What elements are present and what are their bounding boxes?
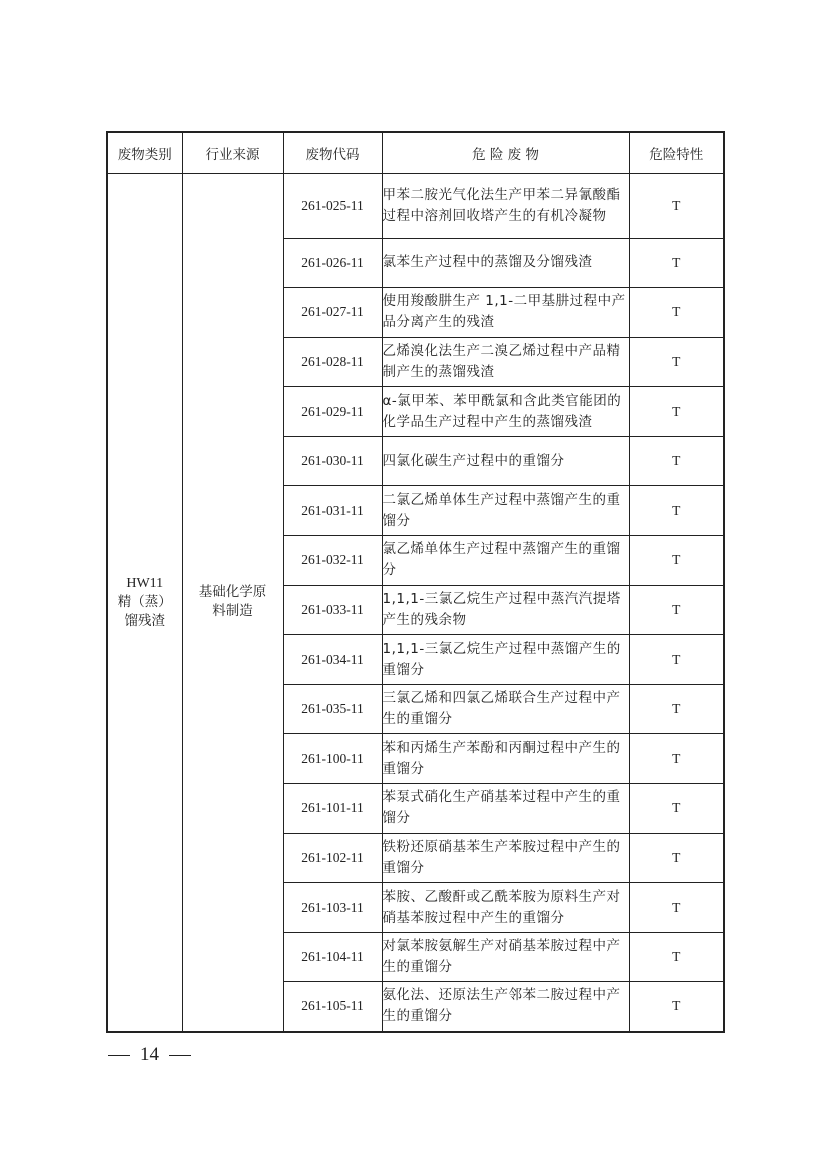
- waste-code: 261-102-11: [283, 833, 382, 883]
- waste-description: 苯泵式硝化生产硝基苯过程中产生的重馏分: [382, 784, 629, 834]
- waste-code: 261-028-11: [283, 337, 382, 387]
- waste-description: 氨化法、还原法生产邻苯二胺过程中产生的重馏分: [382, 982, 629, 1032]
- table-header-row: [107, 132, 724, 173]
- waste-category-cell: [107, 173, 182, 1032]
- waste-code: 261-033-11: [283, 585, 382, 635]
- waste-code: 261-025-11: [283, 173, 382, 238]
- waste-category-code: HW11: [126, 575, 164, 591]
- waste-description: 乙烯溴化法生产二溴乙烯过程中产品精制产生的蒸馏残渣: [382, 337, 629, 387]
- hazard-characteristic: T: [629, 173, 724, 238]
- hazard-characteristic: T: [629, 387, 724, 437]
- hazard-characteristic: T: [629, 436, 724, 486]
- waste-description: 1,1,1-三氯乙烷生产过程中蒸汽汽提塔产生的残余物: [382, 585, 629, 635]
- header-hazard-characteristic: 危险特性: [629, 132, 724, 173]
- waste-code: 261-031-11: [283, 486, 382, 536]
- waste-code: 261-026-11: [283, 238, 382, 288]
- waste-category-name-line1: 精（蒸）: [117, 593, 172, 610]
- industry-source-cell: [182, 173, 283, 1032]
- hazard-characteristic: T: [629, 784, 724, 834]
- industry-source-line2: 料制造: [212, 603, 253, 619]
- header-waste-code: 废物代码: [283, 132, 382, 173]
- hazard-characteristic: T: [629, 684, 724, 734]
- hazard-characteristic: T: [629, 833, 724, 883]
- waste-code: 261-100-11: [283, 734, 382, 784]
- header-hazardous-waste: 危 险 废 物: [382, 132, 629, 173]
- waste-description: 氯苯生产过程中的蒸馏及分馏残渣: [382, 238, 629, 288]
- waste-description: 四氯化碳生产过程中的重馏分: [382, 436, 629, 486]
- hazard-characteristic: T: [629, 536, 724, 586]
- waste-code: 261-032-11: [283, 536, 382, 586]
- hazardous-waste-table: [106, 131, 725, 1033]
- hazard-characteristic: T: [629, 337, 724, 387]
- waste-code: 261-035-11: [283, 684, 382, 734]
- page-footer: [108, 1044, 191, 1066]
- hazard-characteristic: T: [629, 585, 724, 635]
- hazard-characteristic: T: [629, 288, 724, 338]
- waste-category-name-line2: 馏残渣: [124, 612, 165, 629]
- hazard-characteristic: T: [629, 734, 724, 784]
- header-industry-source: 行业来源: [182, 132, 283, 173]
- waste-code: 261-030-11: [283, 436, 382, 486]
- waste-description: 铁粉还原硝基苯生产苯胺过程中产生的重馏分: [382, 833, 629, 883]
- table-body: [107, 173, 724, 1032]
- left-dash: [108, 1055, 130, 1056]
- waste-code: 261-103-11: [283, 883, 382, 933]
- header-waste-category: 废物类别: [107, 132, 182, 173]
- waste-description: 对氯苯胺氨解生产对硝基苯胺过程中产生的重馏分: [382, 932, 629, 982]
- waste-description: 二氯乙烯单体生产过程中蒸馏产生的重馏分: [382, 486, 629, 536]
- waste-code: 261-029-11: [283, 387, 382, 437]
- waste-code: 261-105-11: [283, 982, 382, 1032]
- hazard-characteristic: T: [629, 932, 724, 982]
- waste-description: 甲苯二胺光气化法生产甲苯二异氰酸酯过程中溶剂回收塔产生的有机冷凝物: [382, 173, 629, 238]
- waste-description: 氯乙烯单体生产过程中蒸馏产生的重馏分: [382, 536, 629, 586]
- page-number: 14: [140, 1044, 159, 1065]
- hazard-characteristic: T: [629, 883, 724, 933]
- waste-description: 三氯乙烯和四氯乙烯联合生产过程中产生的重馏分: [382, 684, 629, 734]
- table-row: [107, 173, 724, 238]
- hazard-characteristic: T: [629, 635, 724, 685]
- waste-description: α-氯甲苯、苯甲酰氯和含此类官能团的化学品生产过程中产生的蒸馏残渣: [382, 387, 629, 437]
- waste-description: 苯和丙烯生产苯酚和丙酮过程中产生的重馏分: [382, 734, 629, 784]
- waste-description: 1,1,1-三氯乙烷生产过程中蒸馏产生的重馏分: [382, 635, 629, 685]
- waste-code: 261-104-11: [283, 932, 382, 982]
- hazard-characteristic: T: [629, 982, 724, 1032]
- hazard-characteristic: T: [629, 486, 724, 536]
- waste-description: 苯胺、乙酸酐或乙酰苯胺为原料生产对硝基苯胺过程中产生的重馏分: [382, 883, 629, 933]
- waste-code: 261-027-11: [283, 288, 382, 338]
- right-dash: [169, 1055, 191, 1056]
- industry-source-line1: 基础化学原: [198, 584, 267, 600]
- waste-code: 261-034-11: [283, 635, 382, 685]
- waste-description: 使用羧酸肼生产 1,1-二甲基肼过程中产品分离产生的残渣: [382, 288, 629, 338]
- waste-code: 261-101-11: [283, 784, 382, 834]
- hazard-characteristic: T: [629, 238, 724, 288]
